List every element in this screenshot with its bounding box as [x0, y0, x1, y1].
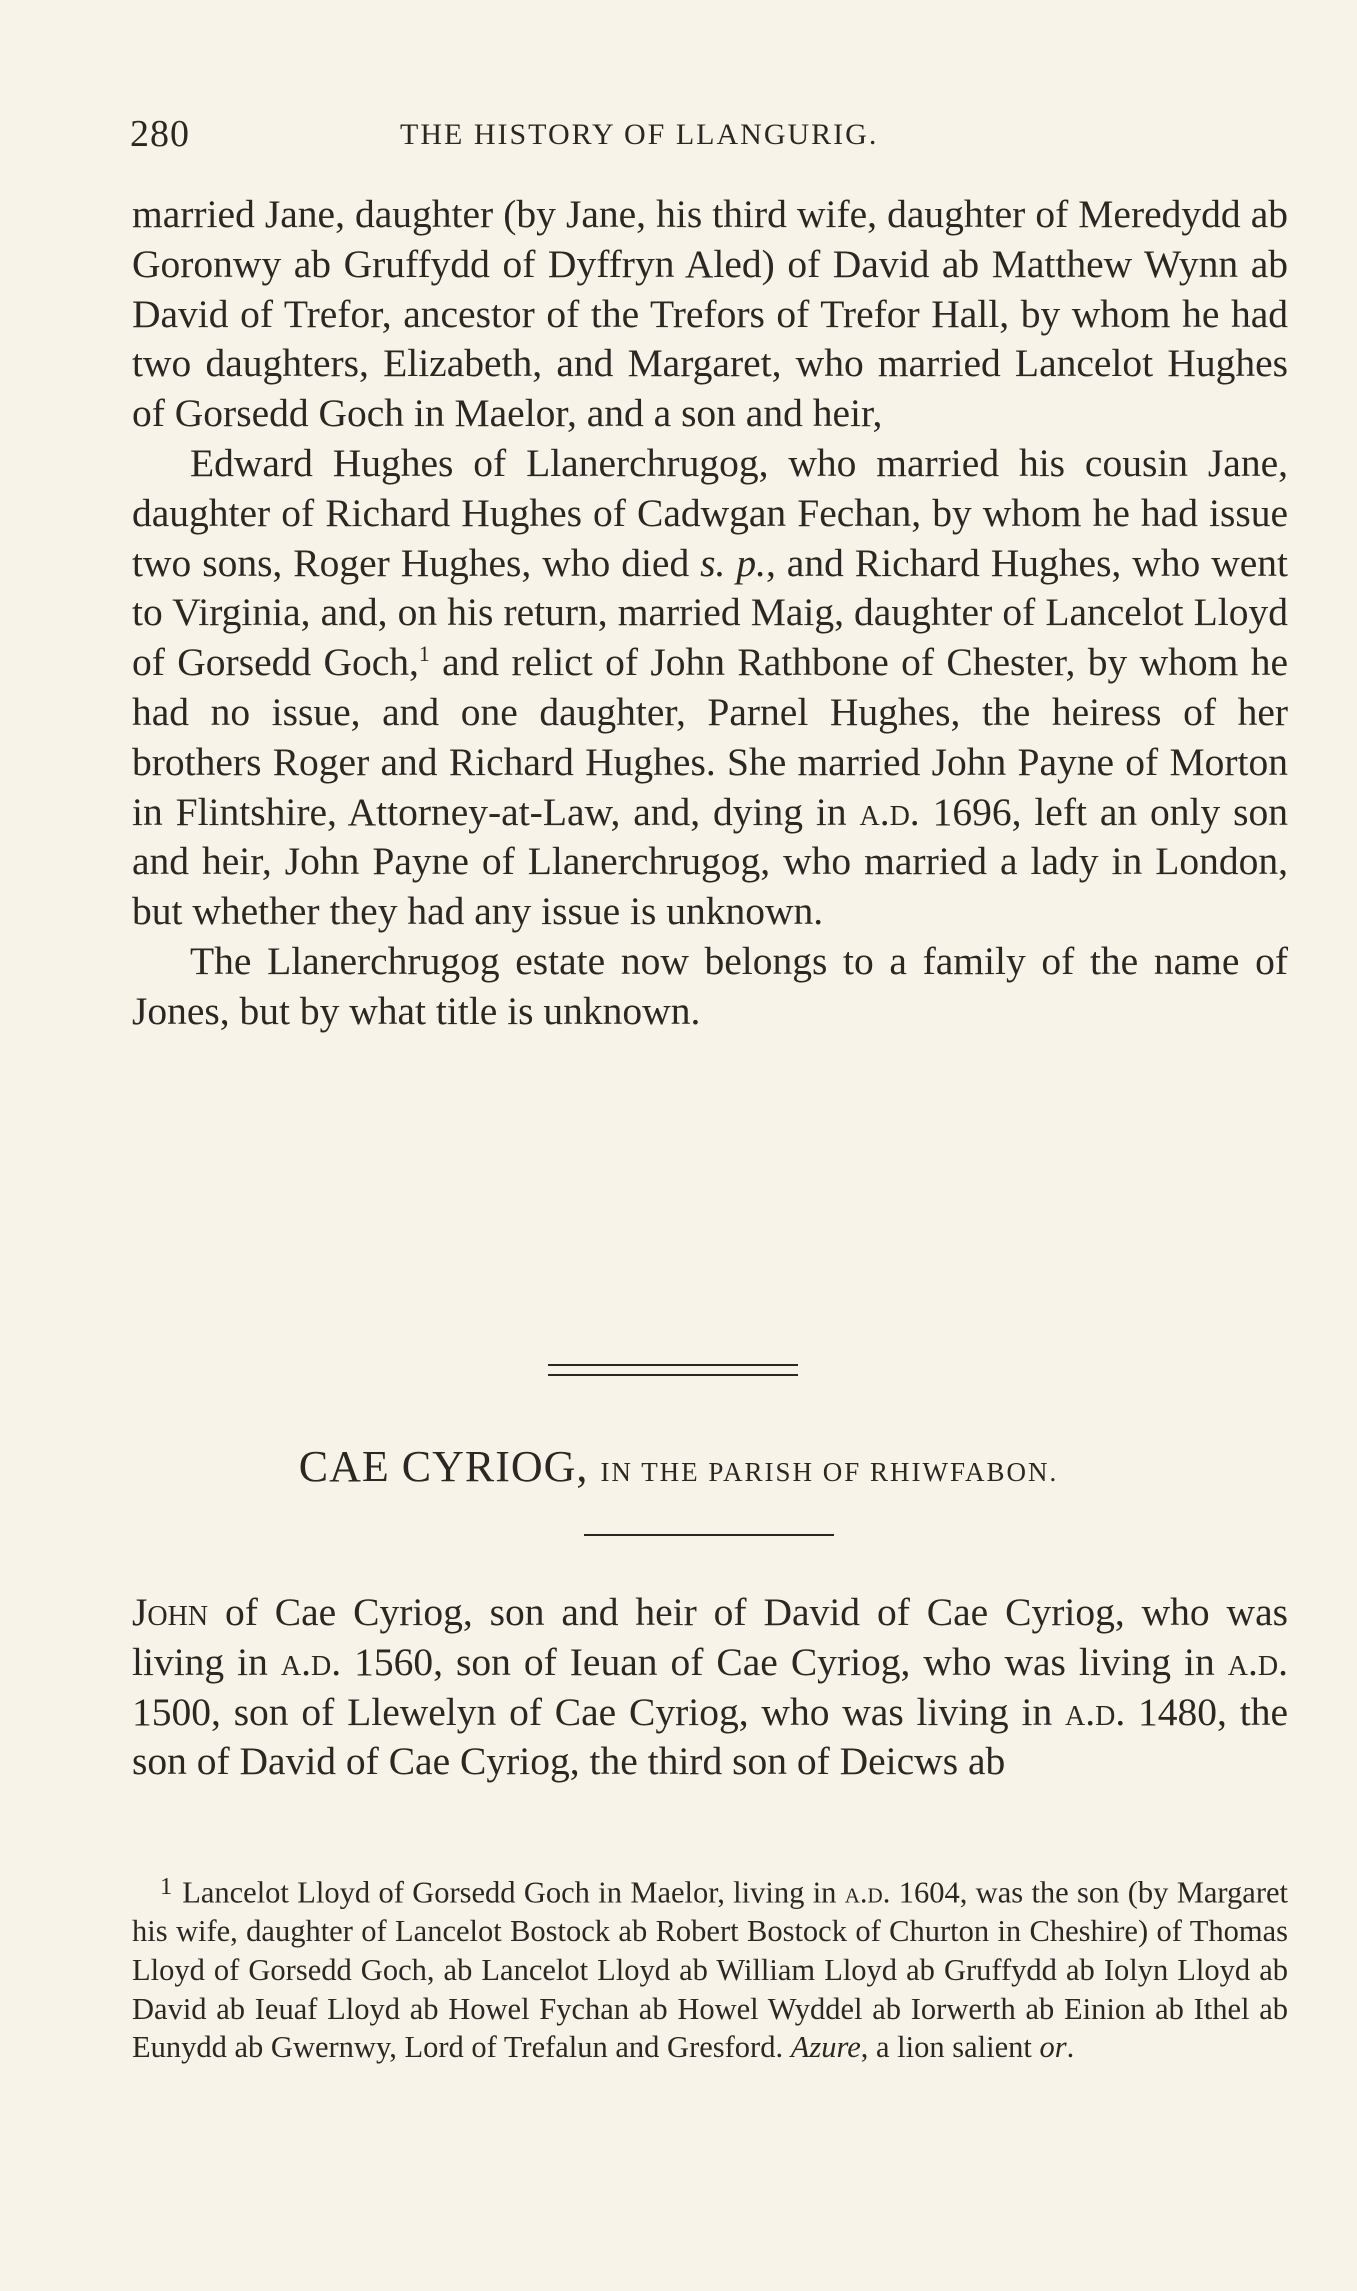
paragraph-text: 1500, son of Llewelyn of Cae Cyriog, who was living in: [132, 1689, 1066, 1734]
single-rule-divider: [584, 1534, 834, 1536]
paragraph-text: , and Richard Hughes, who went to Virginia, and, on his return, married Maig, daughter of Lancelot Lloyd of Gorsedd Goch,: [132, 540, 1289, 685]
footnote-marker: 1: [160, 1873, 173, 1900]
section-llanerchrugog-text: [132, 190, 1288, 1037]
footnote-text: Lancelot Lloyd of Gorsedd Goch in Maelor, living in: [182, 1875, 845, 1910]
paragraph-text: Edward Hughes of Llanerchrugog, who married his cousin Jane, daughter of Richard Hughes of Cadwgan Fechan, by whom he had issue two sons, Roger Hughes, who died: [132, 440, 1288, 585]
footnote-reference: 1: [418, 642, 430, 667]
double-rule-divider: [548, 1364, 798, 1376]
paragraph-text: 1696, left an only son and heir, John Payne of Llanerchrugog, who married a lady in London, but whether they had any issue is unknown.: [132, 789, 1288, 934]
paragraph-text: of Cae Cyriog, son and heir of David of Cae Cyriog, who was living in: [132, 1590, 1288, 1684]
era-abbreviation: a.d.: [1227, 1639, 1288, 1684]
era-abbreviation: a.d.: [280, 1639, 342, 1684]
paragraph-text: married Jane, daughter (by Jane, his third wife, daughter of Meredydd ab Goronwy ab Gruffydd of Dyffryn Aled) of David ab Matthew Wynn ab David of Trefor, ancestor of the Trefors of Trefor Hall, by whom he had two daughters, Elizabeth, and Margaret, who married Lancelot Hughes of Gorsedd Goch in Maelor, and a son and heir,: [132, 192, 1288, 436]
paragraph-text: 1560, son of Ieuan of Cae Cyriog, who was living in: [341, 1639, 1228, 1684]
page-number: 280: [130, 113, 190, 155]
section-heading-sub: IN THE PARISH OF RHIWFABON.: [600, 1457, 1059, 1487]
era-abbreviation: a.d.: [1065, 1689, 1126, 1734]
paragraph: [132, 1588, 1288, 1787]
paragraph-text: and relict of John Rathbone of Chester, by whom he had no issue, and one daughter, Parnel Hughes, the heiress of her brothers Roger and Richard Hughes. She married John Payne of Morton in Flintshire, Attorney-at-Law, and, dying in: [132, 640, 1288, 834]
footnotes: [132, 1868, 1288, 2067]
era-abbreviation: a.d.: [844, 1875, 891, 1910]
running-title: THE HISTORY OF LLANGURIG.: [400, 118, 879, 151]
italic-abbreviation: s. p.: [700, 540, 766, 585]
section-heading-main: CAE CYRIOG,: [298, 1442, 589, 1491]
paragraph-text: 1480, the son of David of Cae Cyriog, the third son of Deicws ab: [132, 1689, 1288, 1784]
era-abbreviation: a.d.: [859, 789, 920, 834]
footnote-text: .: [1066, 2030, 1075, 2065]
footnote-text: 1604, was the son (by Margaret his wife, daughter of Lancelot Bostock ab Robert Bostock of Churton in Cheshire) of Thomas Lloyd of Gorsedd Goch, ab Lancelot Lloyd ab William Lloyd ab Gruffydd ab Iolyn Lloyd ab David ab Ieuaf Lloyd ab Howel Fychan ab Howel Wyddel ab Iorwerth ab Einion ab Ithel ab Eunydd ab Gwernwy, Lord of Trefalun and Gresford.: [132, 1875, 1288, 2065]
paragraph: [132, 937, 1288, 1037]
paragraph: [132, 190, 1288, 439]
paragraph: [132, 439, 1288, 937]
footnote-text: , a lion salient: [860, 2030, 1040, 2065]
section-cae-cyriog-text: [132, 1588, 1288, 1787]
italic-heraldic-term: Azure: [790, 2030, 861, 2065]
lead-word: John: [132, 1590, 209, 1634]
paragraph-text: The Llanerchrugog estate now belongs to a family of the name of Jones, but by what title is unknown.: [132, 938, 1288, 1033]
running-header: [130, 112, 1280, 162]
section-heading: [0, 1441, 1357, 1492]
italic-heraldic-term: or: [1039, 2030, 1067, 2065]
footnote: [132, 1868, 1288, 2067]
